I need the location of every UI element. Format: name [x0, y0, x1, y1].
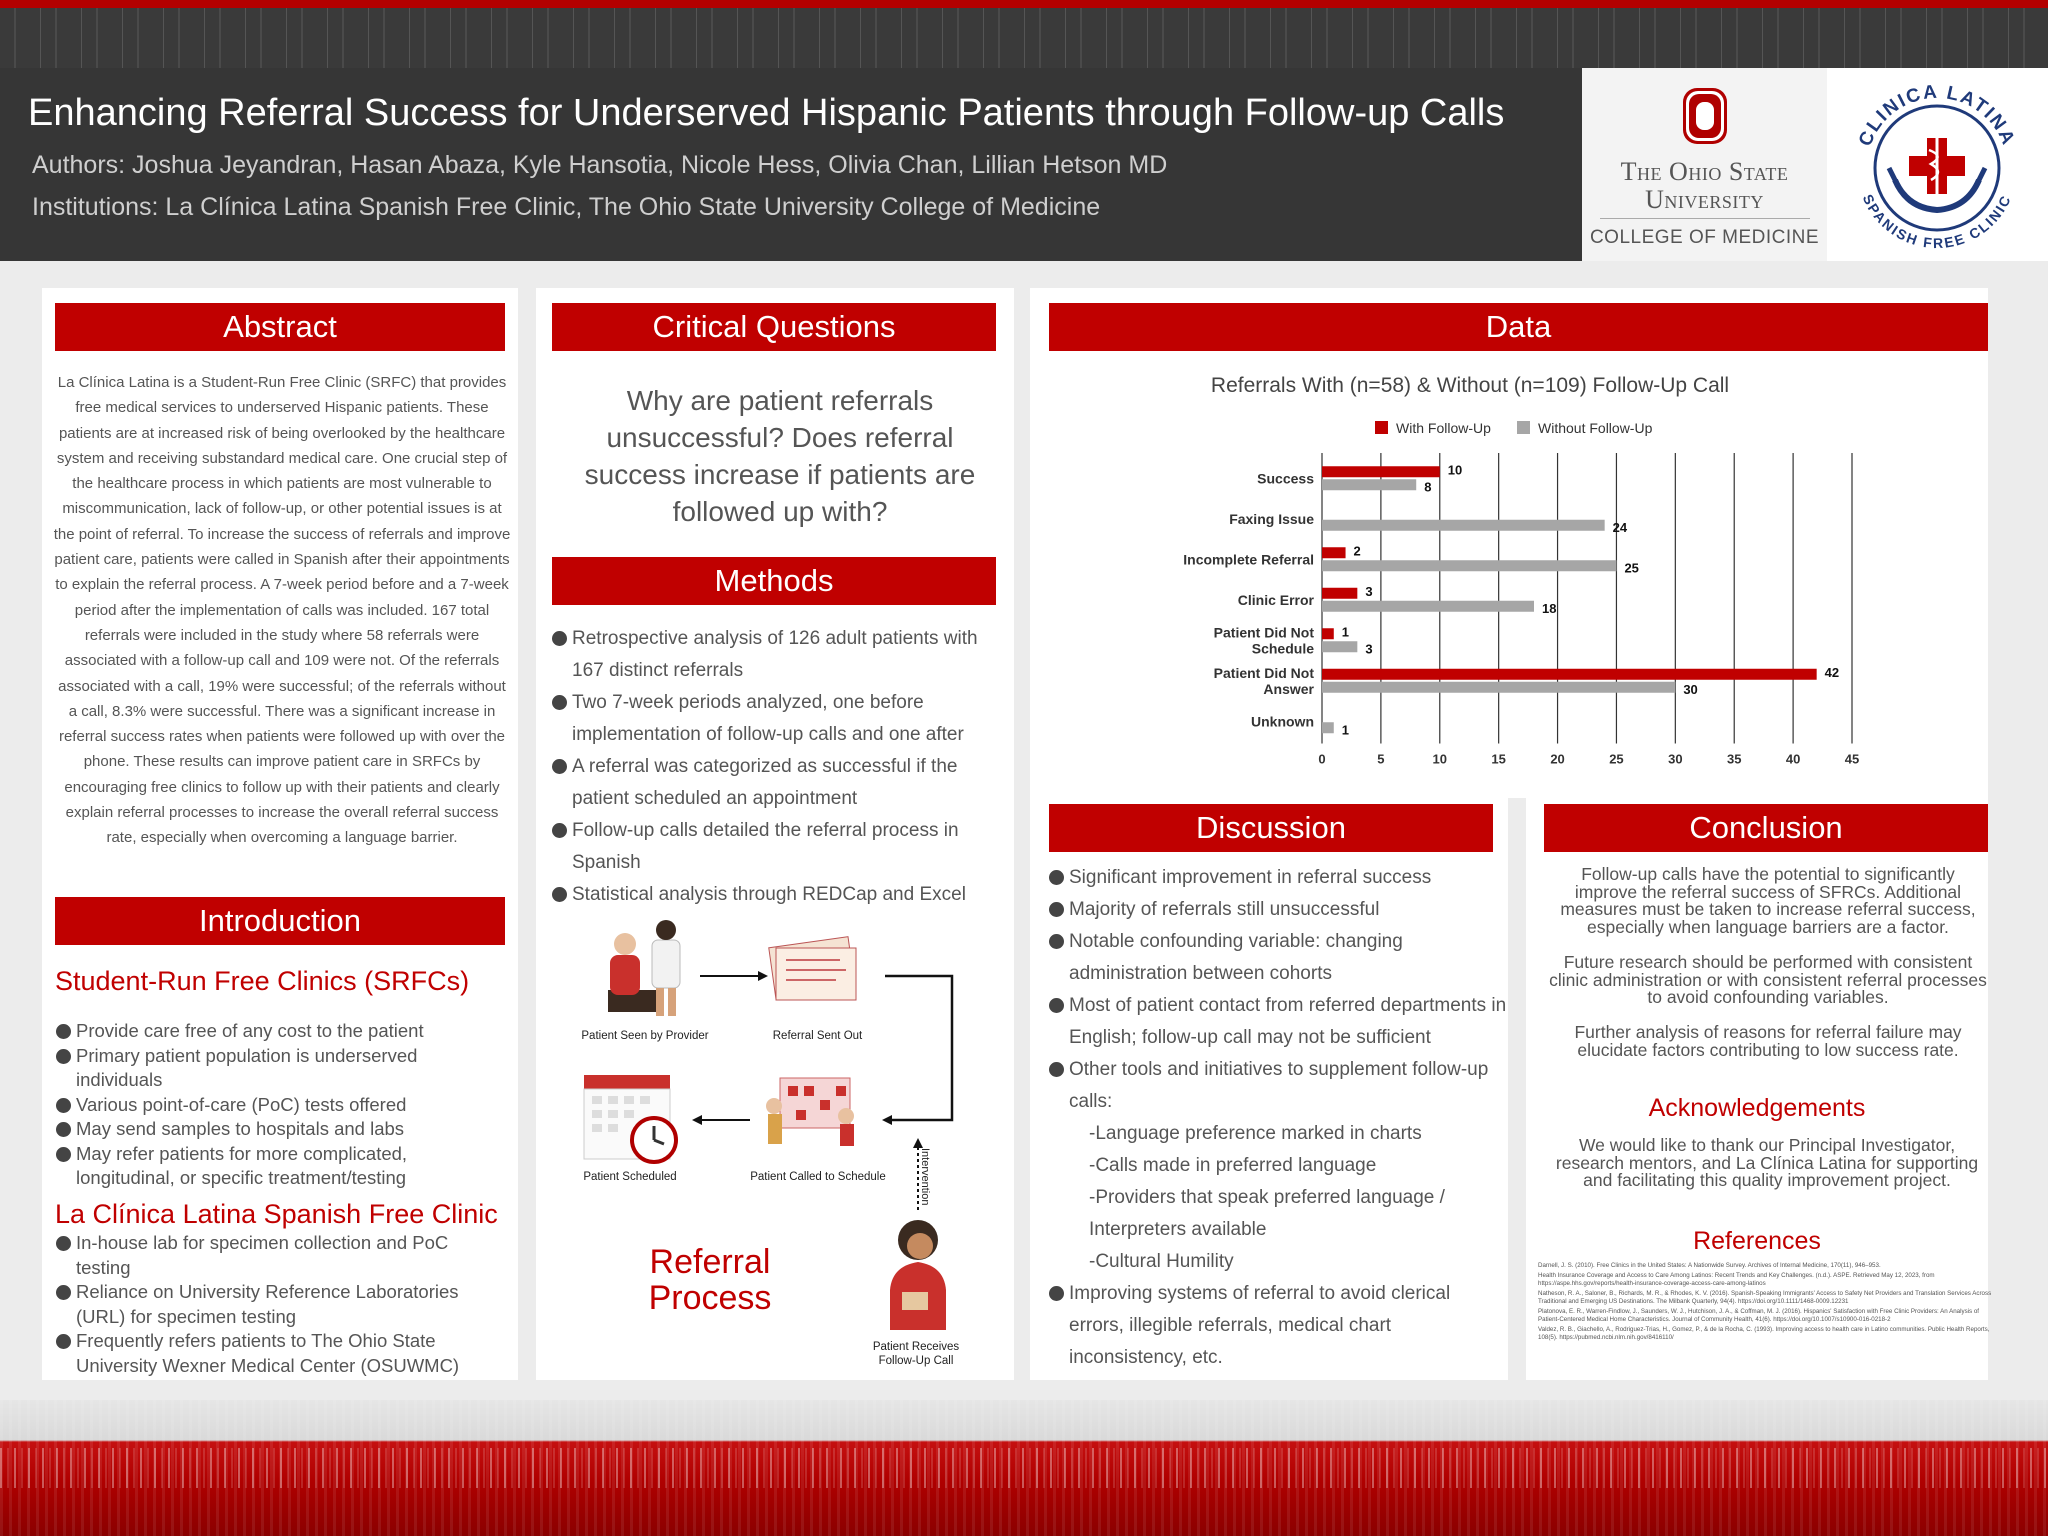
- x-tick-label: 25: [1609, 751, 1624, 767]
- acknowledgements-text: We would like to thank our Principal Investigator, research mentors, and La Clínica Latina for supporting and facilitating this quality improvement project.: [1555, 1135, 1979, 1190]
- list-item: Primary patient population is underserved individuals: [56, 1044, 496, 1093]
- srfc-subheading: Student-Run Free Clinics (SRFCs): [55, 966, 470, 996]
- poster-authors: Authors: Joshua Jeyandran, Hasan Abaza, Kyle Hansotia, Nicole Hess, Olivia Chan, Lillian Hetson MD: [32, 151, 1168, 179]
- x-tick-label: 40: [1785, 751, 1801, 767]
- x-tick-label: 30: [1668, 751, 1683, 767]
- srfc-list: [56, 1019, 496, 1191]
- bottom-dna-pattern: [0, 1448, 2048, 1488]
- conclusion-paragraph-1: Follow-up calls have the potential to significantly improve the referral success of SFRCs. Additional measures must be taken to increase referral success, especially when language barriers are a factor.: [1560, 864, 1976, 937]
- osu-logo-divider: [1600, 218, 1810, 219]
- list-item-text: Most of patient contact from referred departments in English; follow-up call may not be sufficient: [1069, 995, 1507, 1048]
- intervention-label: Intervention: [919, 1148, 931, 1206]
- abstract-heading: Abstract: [55, 303, 505, 351]
- abstract-text: La Clínica Latina is a Student-Run Free Clinic (SRFC) that provides free medical services to underserved Hispanic patients. These patients are at increased risk of being overlooked by the healthcare system and receiving substandard medical care. One crucial step of the healthcare process in which patients are most vulnerable to miscommunication, lack of follow-up, or other potential issues is at the point of referral. To increase the success of referrals and improve patient care, patients were called in Spanish after their appointments to explain the referral process. A 7-week period before and a 7-week period after the implementation of calls was included. 167 total referrals were included in the study where 58 referrals were associated with a follow-up call and 109 were not. Of the referrals associated with a call, 19% were successful; of the referrals without a call, 8.3% were successful. There was a significant increase in referral success rates when patients were followed up with over the phone. These results can improve patient care in SRFCs by encouraging free clinics to follow up with their patients and clearly explain referral processes to increase the overall referral success rate, especially when overcoming a language barrier.: [53, 374, 511, 847]
- clinica-latina-logo: [1827, 68, 2048, 261]
- x-tick-label: 10: [1432, 751, 1448, 767]
- bar-with-follow-up: [1322, 588, 1357, 599]
- list-item-text: Other tools and initiatives to supplement follow-up calls:: [1069, 1059, 1489, 1112]
- bar-with-follow-up: [1322, 547, 1346, 558]
- x-tick-label: 35: [1726, 751, 1742, 767]
- legend-label: Without Follow-Up: [1538, 420, 1653, 436]
- clinic-logo-top-text: CLINICA LATINA: [1854, 81, 2020, 150]
- conclusion-paragraph-3: Further analysis of reasons for referral failure may elucidate factors contributing to low success rate.: [1574, 1022, 1962, 1060]
- bar-value-label: 8: [1424, 479, 1432, 495]
- conclusion-heading: Conclusion: [1544, 804, 1988, 852]
- calendar-clock-icon: [584, 1075, 676, 1162]
- list-item: Two 7-week periods analyzed, one before implementation of follow-up calls and one after: [552, 687, 1002, 751]
- documents-icon: [769, 937, 856, 1000]
- poster-title: Enhancing Referral Success for Underserved Hispanic Patients through Follow-up Calls: [28, 92, 1505, 134]
- list-item: May send samples to hospitals and labs: [56, 1117, 496, 1142]
- category-label: Clinic Error: [1237, 591, 1314, 608]
- category-label: Answer: [1263, 680, 1314, 697]
- poster-institutions: Institutions: La Clínica Latina Spanish Free Clinic, The Ohio State University College of Medicine: [32, 193, 1101, 221]
- data-heading: Data: [1049, 303, 1988, 351]
- chart-bars: [1322, 462, 1839, 737]
- reference-item: Valdez, R. B., Giachello, A., Rodriguez-Trias, H., Gomez, P., & de la Rocha, C. (1993). Improving access to health care in Latino communities. Public Health Reports, 108(5). https://pubmed.ncbi.nlm.nih.gov/8416110/: [1538, 1326, 1990, 1341]
- category-label: Patient Did Not: [1213, 624, 1314, 641]
- reference-item: Health Insurance Coverage and Access to Care Among Latinos: Recent Trends and Key Challenges. (n.d.). ASPE. Retrieved May 12, 2023, from https://aspe.hhs.gov/reports/health-insurance-coverage-access-care-among-latinos: [1538, 1272, 1935, 1287]
- x-tick-label: 45: [1844, 751, 1860, 767]
- x-tick-label: 15: [1491, 751, 1506, 767]
- bar-with-follow-up: [1322, 669, 1817, 680]
- category-label: Patient Did Not: [1213, 664, 1314, 681]
- bar-value-label: 30: [1683, 681, 1698, 697]
- referral-process-title: Referral Process: [648, 1243, 772, 1317]
- step-sent-label: Referral Sent Out: [772, 1030, 863, 1042]
- list-item: [1049, 990, 1509, 1054]
- osu-name-line2: University: [1645, 185, 1764, 214]
- legend-swatch: [1517, 421, 1530, 434]
- reference-item: Darnell, J. S. (2010). Free Clinics in the United States: A Nationwide Survey. Archives of Internal Medicine, 170(11), 946–953.: [1538, 1262, 1881, 1269]
- bar-without-follow-up: [1322, 601, 1534, 612]
- step-scheduled-label: Patient Scheduled: [583, 1171, 677, 1183]
- scheduling-people-icon: [766, 1078, 854, 1146]
- list-item: [1049, 1054, 1509, 1278]
- discussion-list: [1049, 862, 1509, 1374]
- references-heading: References: [1693, 1227, 1821, 1255]
- bar-value-label: 25: [1624, 560, 1639, 576]
- critical-questions-heading: Critical Questions: [552, 303, 996, 351]
- clinica-latina-emblem: [1827, 68, 2048, 261]
- bar-value-label: 1: [1341, 722, 1350, 738]
- step-receives-label: Patient Receives Follow-Up Call: [872, 1341, 960, 1367]
- bar-value-label: 10: [1447, 462, 1463, 478]
- reference-item: Natheson, R. A., Saloner, B., Richards, M. R., & Rhodes, K. V. (2016). Spanish-Speaking Immigrants' Access to Safety Net Providers and Translation Services Across Traditional and Emerging US Destinations. The Milbank Quarterly, 94(4). https://doi.org/10.1111/1468-0009.12231: [1538, 1290, 1992, 1305]
- x-tick-label: 0: [1318, 751, 1326, 767]
- osu-college-name: COLLEGE OF MEDICINE: [1589, 227, 1820, 248]
- list-item-text: Significant improvement in referral success: [1069, 867, 1432, 888]
- list-item-text: Improving systems of referral to avoid clerical errors, illegible referrals, medical chart inconsistency, etc.: [1069, 1283, 1451, 1368]
- bar-value-label: 3: [1365, 583, 1373, 599]
- sub-item: -Providers that speak preferred language / Interpreters available: [1089, 1187, 1445, 1240]
- osu-block-o-icon: [1680, 85, 1730, 147]
- category-label: Unknown: [1251, 713, 1314, 730]
- clinic-subheading: La Clínica Latina Spanish Free Clinic: [55, 1199, 498, 1229]
- referrals-bar-chart: [1100, 370, 1860, 780]
- list-item: [1049, 926, 1509, 990]
- chart-title: Referrals With (n=58) & Without (n=109) Follow-Up Call: [1210, 374, 1730, 397]
- list-item: Frequently refers patients to The Ohio State University Wexner Medical Center (OSUWMC): [56, 1329, 496, 1378]
- bar-value-label: 42: [1824, 664, 1840, 680]
- methods-list: [552, 623, 1002, 911]
- x-tick-label: 20: [1550, 751, 1565, 767]
- list-item: May refer patients for more complicated, longitudinal, or specific treatment/testing: [56, 1142, 496, 1191]
- osu-name-line1: The Ohio State: [1620, 157, 1789, 186]
- woman-on-phone-icon: [890, 1220, 946, 1330]
- bar-without-follow-up: [1322, 641, 1357, 652]
- list-item: Retrospective analysis of 126 adult patients with 167 distinct referrals: [552, 623, 1002, 687]
- bar-value-label: 3: [1365, 641, 1373, 657]
- methods-heading: Methods: [552, 557, 996, 605]
- list-item: Various point-of-care (PoC) tests offered: [56, 1093, 496, 1118]
- critical-questions-text: Why are patient referrals unsuccessful? Does referral success increase if patients are followed up with?: [584, 385, 976, 527]
- chart-category-labels: [1183, 470, 1314, 729]
- clinic-list: [56, 1231, 496, 1378]
- category-label: Faxing Issue: [1229, 510, 1314, 527]
- sub-item: -Language preference marked in charts: [1089, 1123, 1422, 1144]
- bar-without-follow-up: [1322, 520, 1605, 531]
- doctor-patient-illustration: [608, 920, 680, 1016]
- top-dna-band: [0, 8, 2048, 68]
- clinic-logo-bottom-text: SPANISH FREE CLINIC: [1859, 191, 2015, 252]
- category-label: Success: [1257, 470, 1314, 487]
- list-item: [1049, 862, 1509, 894]
- bar-with-follow-up: [1322, 628, 1334, 639]
- bar-without-follow-up: [1322, 560, 1616, 571]
- chart-legend: [1375, 420, 1653, 436]
- legend-label: With Follow-Up: [1396, 420, 1491, 436]
- bar-without-follow-up: [1322, 479, 1416, 490]
- bar-value-label: 24: [1612, 519, 1628, 535]
- chart-gridlines: [1322, 453, 1852, 744]
- bar-with-follow-up: [1322, 466, 1440, 477]
- list-item: Provide care free of any cost to the patient: [56, 1019, 496, 1044]
- introduction-heading: Introduction: [55, 897, 505, 945]
- bar-without-follow-up: [1322, 682, 1675, 693]
- conclusion-paragraph-2: Future research should be performed with consistent clinic administration or with consistent referral processes to avoid confounding variables.: [1549, 952, 1987, 1007]
- acknowledgements-heading: Acknowledgements: [1648, 1094, 1866, 1122]
- legend-swatch: [1375, 421, 1388, 434]
- reference-item: Platonova, E. R., Warren-Findlow, J., Saunders, W. J., Hutchison, J. A., & Coffman, M. J. (2016). Hispanics' Satisfaction with Free Clinic Providers: An Analysis of Patient-Centered Medical Home Characteristics. Journal of Community Health, 41(6). https://doi.org/10.1007/s10900-016-0218-2: [1538, 1308, 1980, 1323]
- list-item: Statistical analysis through REDCap and Excel: [552, 879, 1002, 911]
- sub-item: -Calls made in preferred language: [1089, 1155, 1377, 1176]
- step-seen-label: Patient Seen by Provider: [581, 1030, 709, 1042]
- osu-logo: [1582, 68, 1827, 261]
- chart-x-ticks: [1318, 752, 1859, 767]
- sub-item: -Cultural Humility: [1089, 1251, 1234, 1272]
- bar-without-follow-up: [1322, 722, 1334, 733]
- top-accent-strip: [0, 0, 2048, 8]
- bar-value-label: 18: [1542, 600, 1557, 616]
- discussion-heading: Discussion: [1049, 804, 1493, 852]
- step-called-label: Patient Called to Schedule: [750, 1171, 886, 1183]
- references-list: [1538, 1262, 2002, 1344]
- category-label: Schedule: [1251, 640, 1314, 657]
- category-label: Incomplete Referral: [1183, 551, 1314, 568]
- list-item-text: Notable confounding variable: changing administration between cohorts: [1069, 931, 1403, 984]
- bar-value-label: 1: [1341, 624, 1350, 640]
- bar-value-label: 2: [1353, 543, 1361, 559]
- list-item: In-house lab for specimen collection and PoC testing: [56, 1231, 496, 1280]
- list-item: [1049, 894, 1509, 926]
- list-item: Reliance on University Reference Laboratories (URL) for specimen testing: [56, 1280, 496, 1329]
- list-item: Follow-up calls detailed the referral process in Spanish: [552, 815, 1002, 879]
- x-tick-label: 5: [1377, 751, 1385, 767]
- list-item: A referral was categorized as successful if the patient scheduled an appointment: [552, 751, 1002, 815]
- list-item: [1049, 1278, 1509, 1374]
- list-item-text: Majority of referrals still unsuccessful: [1069, 899, 1380, 920]
